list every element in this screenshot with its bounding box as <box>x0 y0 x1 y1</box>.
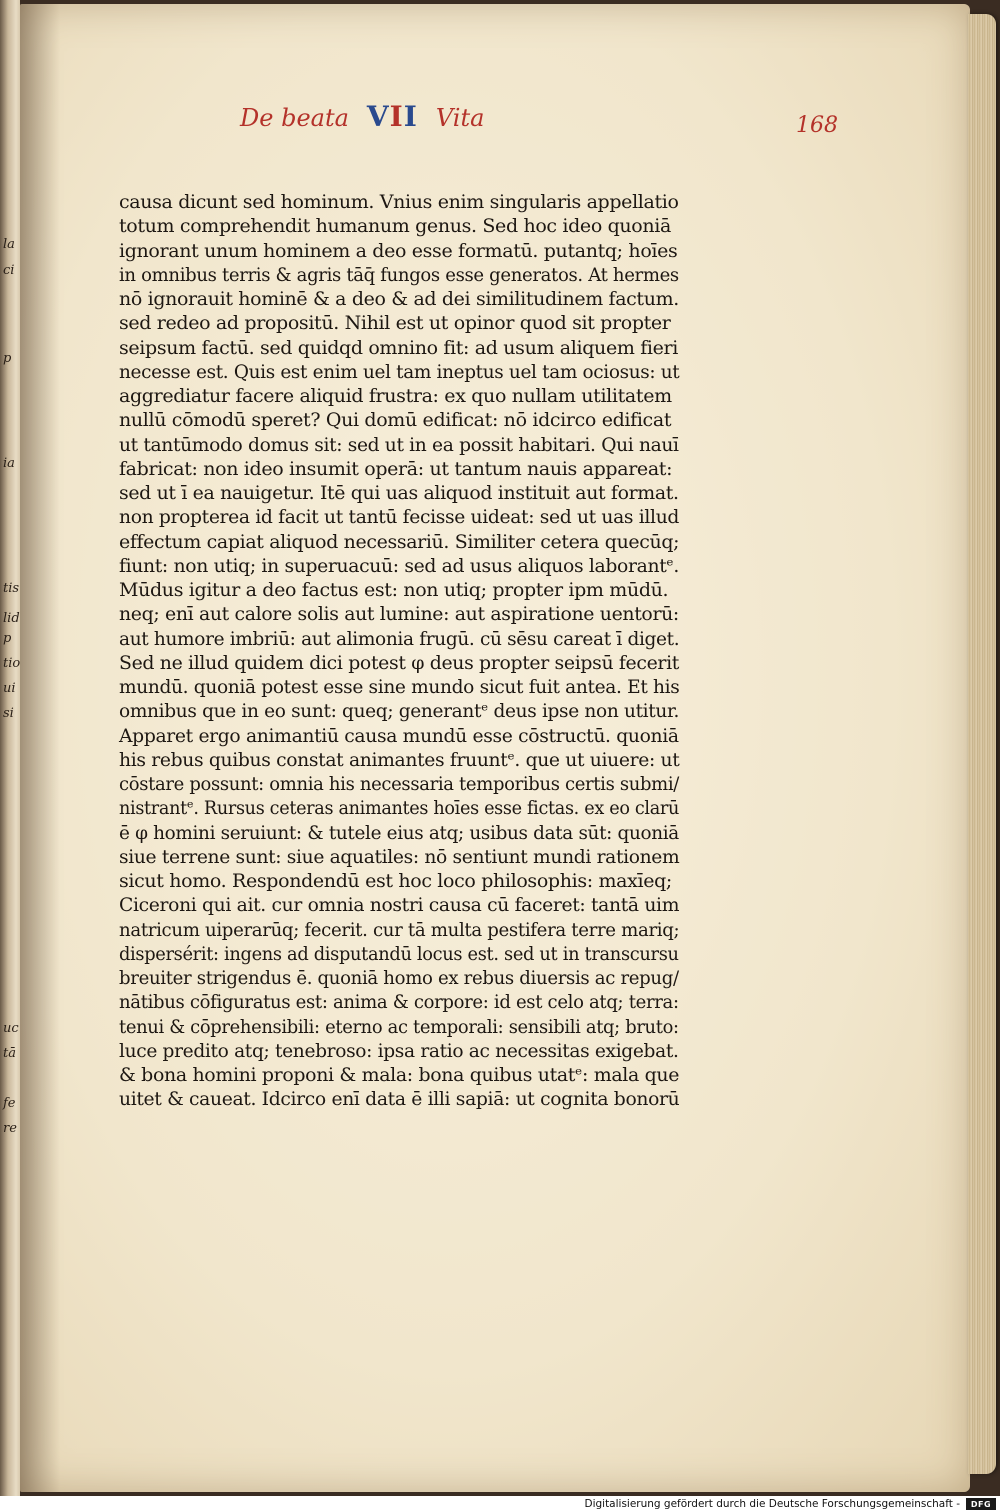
text-line: breuiter strigendus ē. quoniā homo ex rebus diuersis ac repug/ <box>119 967 679 989</box>
text-line: aut humore imbriū: aut alimonia frugū. cū sēsu careat ī diget. <box>119 627 680 650</box>
text-line: effectum capiat aliquod necessariū. Similiter cetera quecūq; <box>119 530 680 553</box>
text-block <box>119 190 679 1112</box>
text-line: Ciceroni qui ait. cur omnia nostri causa cū faceret: tantā uim <box>119 894 680 917</box>
facing-page-fragment: ia <box>3 456 15 471</box>
footer-credit: Digitalisierung gefördert durch die Deutsche Forschungsgemeinschaft - <box>584 1498 960 1510</box>
text-line: mundū. quoniā potest esse sine mundo sicut fuit antea. Et his <box>119 676 680 698</box>
facing-page-fragment: ui <box>3 681 16 696</box>
text-line: ē φ homini seruiunt: & tutele eius atq; usibus data sūt: quoniā <box>119 821 679 844</box>
facing-page-fragment: uc <box>3 1021 19 1036</box>
text-line: ut tantūmodo domus sit: sed ut in ea possit habitari. Qui nauī <box>119 433 679 456</box>
text-line: non propterea id facit ut tantū fecisse uideat: sed ut uas illud <box>119 506 680 529</box>
text-line: natricum uiperarūq; fecerit. cur tā multa pestifera terre mariq; <box>119 918 680 941</box>
previous-page-edge <box>0 0 20 1496</box>
gutter-shadow <box>20 4 60 1492</box>
text-line: causa dicunt sed hominum. Vnius enim singularis appellatio <box>119 191 679 213</box>
text-line: Apparet ergo animantiū causa mundū esse cōstructū. quoniā <box>119 724 679 747</box>
text-line: nullū cōmodū speret? Qui domū edificat: nō idcirco edificat <box>119 409 672 432</box>
facing-page-fragment: re <box>3 1121 17 1136</box>
book-number-i2: I <box>403 100 418 133</box>
text-line: & bona homini proponi & mala: bona quibus utatᵉ: mala que <box>119 1064 680 1086</box>
facing-page-fragment: tio <box>3 656 20 671</box>
facing-page-fragment: lid <box>3 611 20 626</box>
facing-page-fragment: ci <box>3 263 15 278</box>
text-line: in omnibus terris & agris tāq̄ fungos esse generatos. At hermes <box>119 263 679 286</box>
text-line: totum comprehendit humanum genus. Sed hoc ideo quoniā <box>119 215 671 238</box>
text-line: nistrantᵉ. Rursus ceteras animantes hoīes esse fictas. ex eo clarū <box>119 797 680 820</box>
text-line: Mūdus igitur a deo factus est: non utiq; propter ipm mūdū. <box>119 579 669 601</box>
text-line: necesse est. Quis est enim uel tam ineptus uel tam ociosus: ut <box>119 360 680 383</box>
text-line: ignorant unum hominem a deo esse formatū. putantq; hoīes <box>119 239 678 262</box>
facing-page-fragment: si <box>3 706 14 721</box>
facing-page-fragment: tis <box>3 581 20 596</box>
facing-page-fragment: p <box>3 351 12 366</box>
digitization-footer <box>0 1496 1000 1512</box>
text-line: sicut homo. Respondendū est hoc loco philosophis: maxīeq; <box>119 870 672 892</box>
text-line: his rebus quibus constat animantes fruuntᵉ. que ut uiuere: ut <box>119 748 680 771</box>
text-line: luce predito atq; tenebroso: ipsa ratio ac necessitas exigebat. <box>119 1039 679 1062</box>
text-line: nō ignorauit hominē & a deo & ad dei similitudinem factum. <box>119 288 679 310</box>
text-line: aggrediatur facere aliquid frustra: ex quo nullam utilitatem <box>119 385 672 407</box>
dfg-logo: DFG <box>966 1498 996 1510</box>
text-line: uitet & caueat. Idcirco enī data ē illi sapiā: ut cognita bonorū <box>119 1088 680 1111</box>
text-line: cōstare possunt: omnia his necessaria temporibus certis submi/ <box>119 773 680 795</box>
text-line: siue terrene sunt: siue aquatiles: nō sentiunt mundi rationem <box>119 845 680 868</box>
text-line: nātibus cōfiguratus est: anima & corpore: id est celo atq; terra: <box>119 991 679 1014</box>
text-line: Sed ne illud quidem dici potest φ deus propter seipsū fecerit <box>119 651 679 674</box>
text-line: fiunt: non utiq; in superuacuū: sed ad usus aliquos laborantᵉ. <box>119 554 679 577</box>
text-line: sed redeo ad propositū. Nihil est ut opinor quod sit propter <box>119 312 671 335</box>
text-line: sed ut ī ea nauigetur. Itē qui uas aliquod instituit aut format. <box>119 482 679 504</box>
text-line: seipsum factū. sed quidqd omnino fit: ad usum aliquem fieri <box>119 336 678 359</box>
facing-page-fragment: p <box>3 631 12 646</box>
facing-page-fragment: la <box>3 237 15 252</box>
text-line: neq; enī aut calore solis aut lumine: aut aspiratione uentorū: <box>119 603 679 626</box>
running-head <box>240 100 484 140</box>
text-line: dispersérit: ingens ad disputandū locus est. sed ut in transcursu <box>119 942 679 965</box>
book-number <box>367 100 418 133</box>
running-head-right: Vita <box>435 104 485 132</box>
text-line: tenui & cōprehensibili: eterno ac temporali: sensibili atq; bruto: <box>119 1015 679 1038</box>
page-edges <box>968 14 996 1474</box>
book-number-v: V <box>366 100 390 133</box>
facing-page-fragment: tā <box>3 1046 16 1061</box>
text-line: fabricat: non ideo insumit operā: ut tantum nauis appareat: <box>119 457 673 480</box>
text-line: omnibus que in eo sunt: queq; generantᵉ deus ipse non utitur. <box>119 700 679 723</box>
book-number-i1: I <box>389 100 404 133</box>
running-head-left: De beata <box>240 104 349 132</box>
facing-page-fragment: fe <box>3 1096 16 1111</box>
folio-number: 168 <box>796 113 838 138</box>
